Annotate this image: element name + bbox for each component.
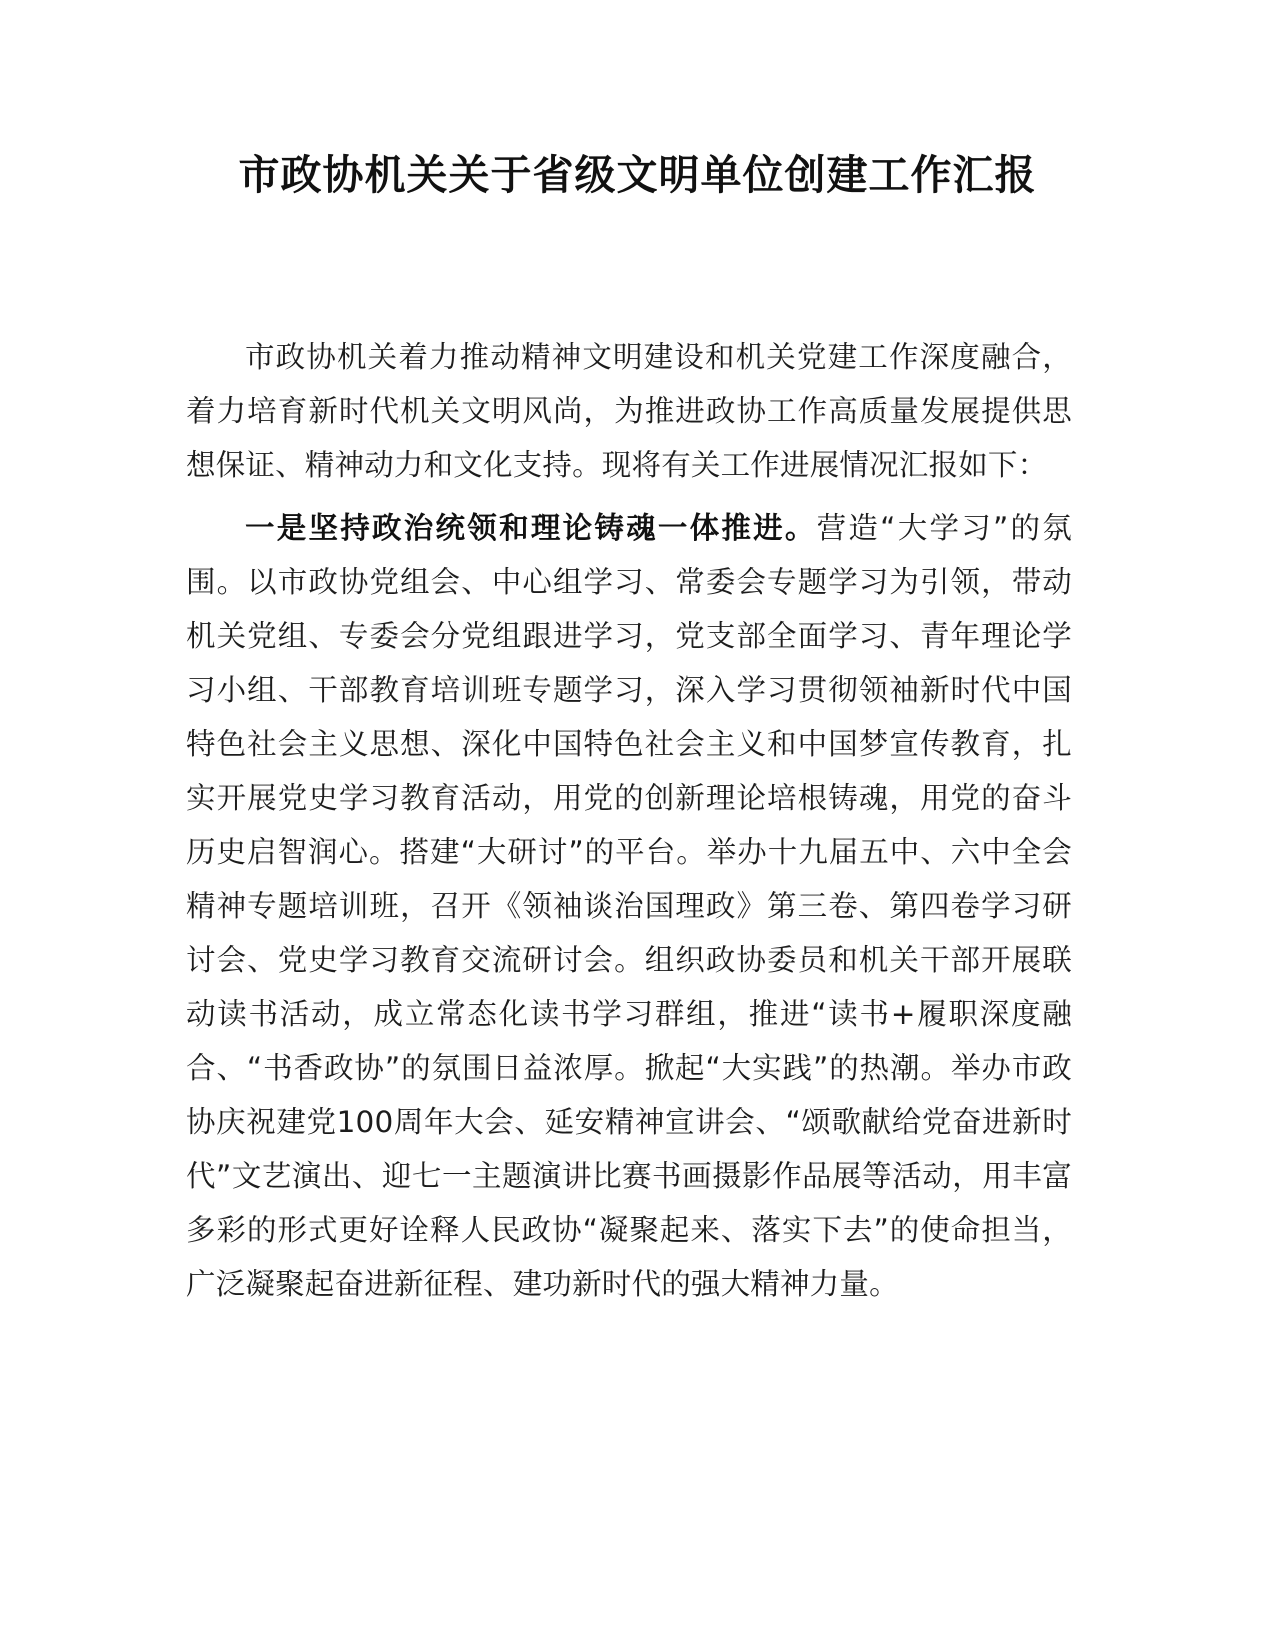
document-title: 市政协机关关于省级文明单位创建工作汇报 xyxy=(238,151,1037,199)
paragraph-section-1-lead: 一是坚持政治统领和理论铸魂一体推进。 xyxy=(245,511,817,545)
paragraph-intro-text: 市政协机关着力推动精神文明建设和机关党建工作深度融合，着力培育新时代机关文明风尚，为推进政协工作高质量发展提供思想保证、精神动力和文化支持。现将有关工作进展情况汇报如下： xyxy=(186,340,1072,482)
paragraph-intro xyxy=(186,330,1072,492)
document-body xyxy=(186,330,1072,1320)
paragraph-section-1-text: 营造“大学习”的氛围。以市政协党组会、中心组学习、常委会专题学习为引领，带动机关党组、专委会分党组跟进学习，党支部全面学习、青年理论学习小组、干部教育培训班专题学习，深入学习贯彻领袖新时代中国特色社会主义思想、深化中国特色社会主义和中国梦宣传教育，扎实开展党史学习教育活动，用党的创新理论培根铸魂，用党的奋斗历史启智润心。搭建“大研讨”的平台。举办十九届五中、六中全会精神专题培训班，召开《领袖谈治国理政》第三卷、第四卷学习研讨会、党史学习教育交流研讨会。组织政协委员和机关干部开展联动读书活动，成立常态化读书学习群组，推进“读书+履职深度融合、“书香政协”的氛围日益浓厚。掀起“大实践”的热潮。举办市政协庆祝建党100周年大会、延安精神宣讲会、“颂歌献给党奋进新时代”文艺演出、迎七一主题演讲比赛书画摄影作品展等活动，用丰富多彩的形式更好诠释人民政协“凝聚起来、落实下去”的使命担当，广泛凝聚起奋进新征程、建功新时代的强大精神力量。 xyxy=(186,511,1072,1301)
paragraph-section-1 xyxy=(186,501,1072,1311)
